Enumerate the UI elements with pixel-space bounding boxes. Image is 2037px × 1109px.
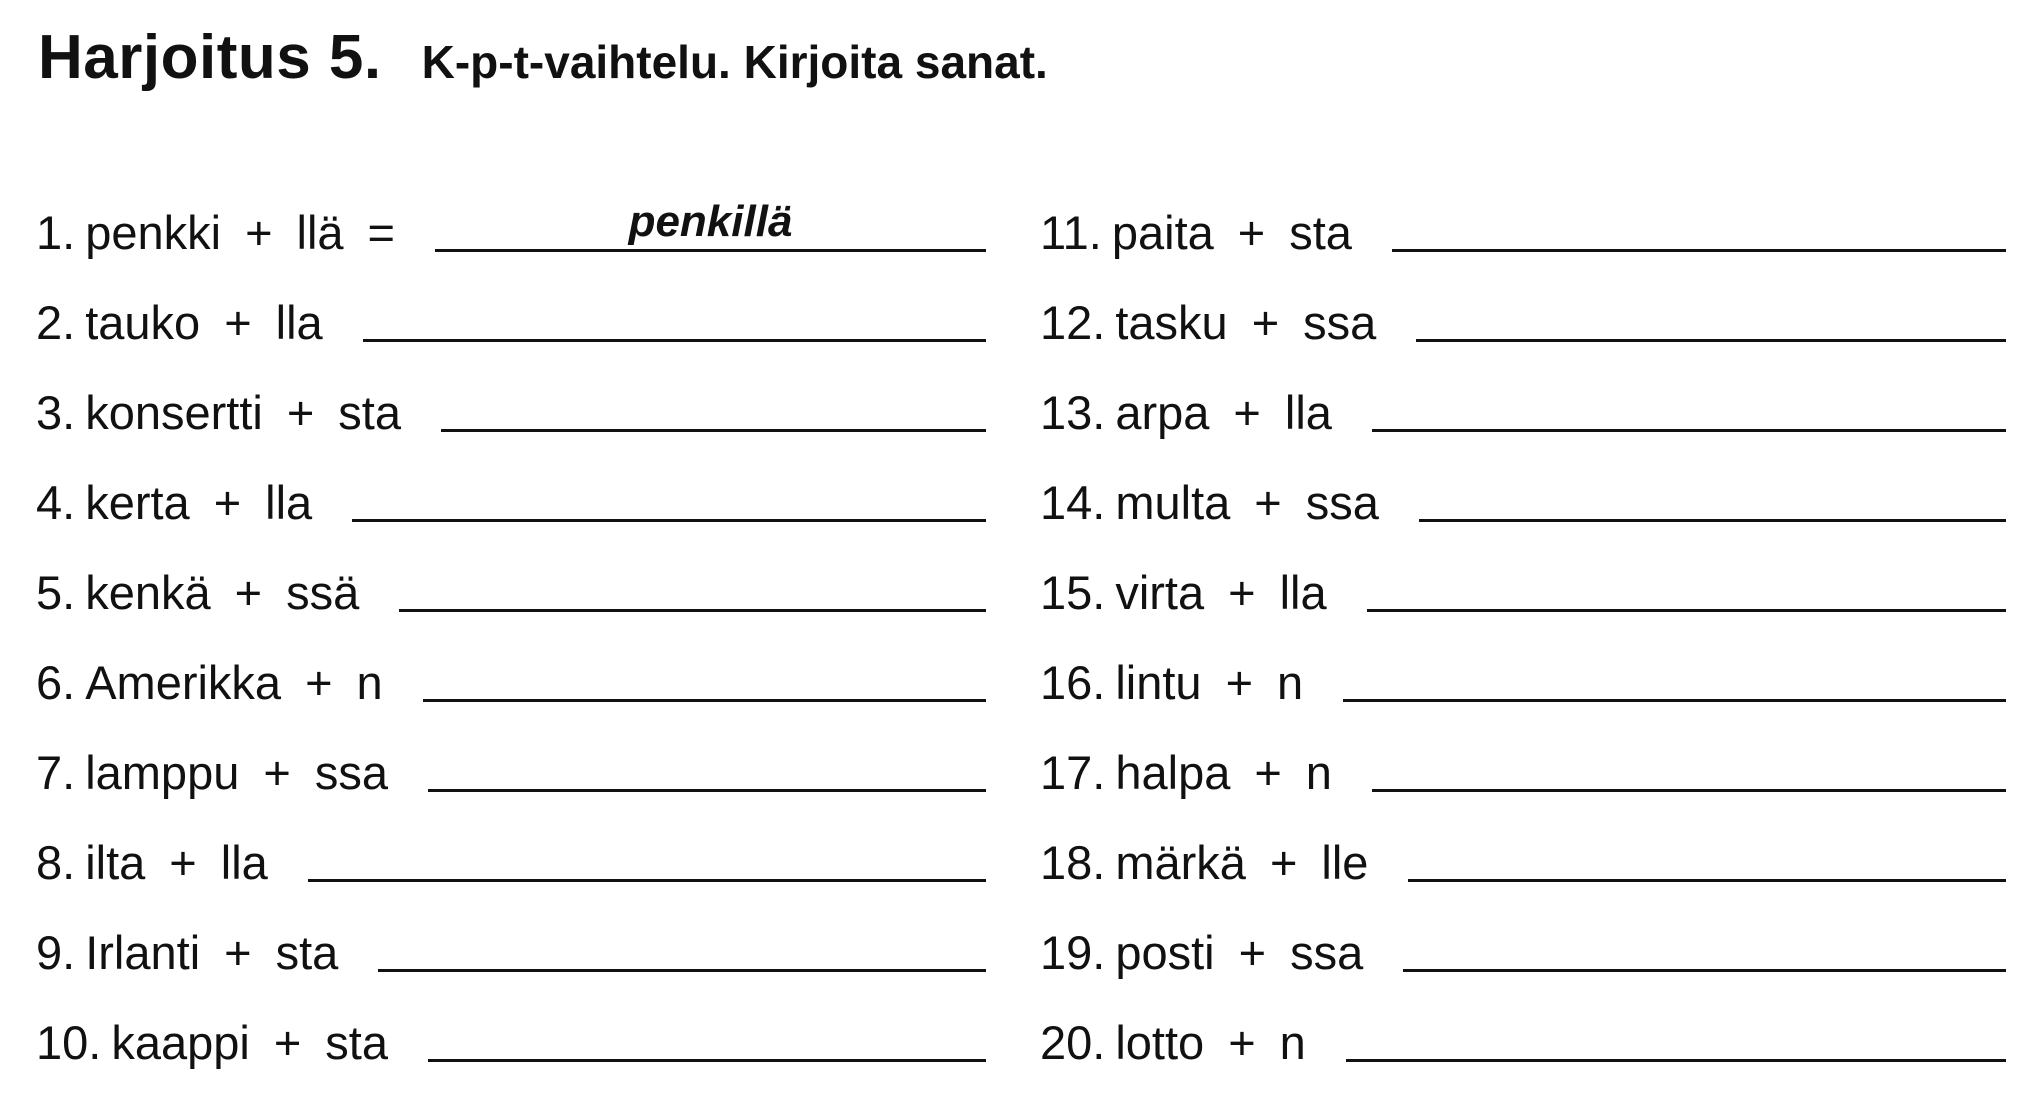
exercise-column-right [1040,170,2006,1070]
plus-sign: + [1237,206,1266,259]
answer-blank[interactable] [1408,821,2006,882]
exercise-number: 14. [1040,476,1106,529]
plus-sign: + [1269,836,1298,889]
exercise-number: 4. [36,476,76,529]
exercise-row [36,530,986,620]
exercise-row [36,170,986,260]
exercise-number: 2. [36,296,76,349]
exercise-row [1040,890,2006,980]
suffix: ssa [1305,476,1379,529]
exercise-row [36,890,986,980]
plus-sign: + [263,746,291,799]
answer-blank[interactable] [308,821,986,882]
suffix: lla [265,476,313,529]
answer-text: penkillä [628,197,793,246]
plus-sign: + [1225,656,1254,709]
suffix: sta [338,386,401,439]
answer-blank[interactable] [423,641,986,702]
answer-blank[interactable] [428,1001,986,1062]
exercise-row [36,260,986,350]
exercise-row [1040,710,2006,800]
base-word: posti [1115,926,1215,979]
answer-blank[interactable] [1343,641,2006,702]
exercise-number: 19. [1040,926,1106,979]
answer-blank[interactable] [1416,281,2006,342]
exercise-row [36,710,986,800]
base-word: halpa [1115,746,1231,799]
answer-blank[interactable] [378,911,986,972]
base-word: arpa [1115,386,1210,439]
exercise-number: 9. [36,926,76,979]
answer-blank[interactable] [428,731,986,792]
base-word: penkki [85,206,222,259]
suffix: n [356,656,383,709]
suffix: n [1305,746,1332,799]
suffix: ssa [314,746,388,799]
base-word: lintu [1115,656,1202,709]
plus-sign: + [1254,476,1282,529]
answer-blank[interactable] [363,281,986,342]
exercise-number: 17. [1040,746,1106,799]
exercise-row [1040,350,2006,440]
answer-blank[interactable] [352,461,986,522]
exercise-number: 15. [1040,566,1106,619]
plus-sign: + [1254,746,1282,799]
exercise-row [1040,800,2006,890]
suffix: ssa [1290,926,1364,979]
base-word: konsertti [85,386,263,439]
base-word: lamppu [85,746,240,799]
exercise-row [1040,980,2006,1070]
exercise-row [36,620,986,710]
exercise-number: 20. [1040,1016,1106,1069]
plus-sign: + [213,476,242,529]
base-word: ilta [85,836,146,889]
exercise-column-left [36,170,986,1070]
base-word: tauko [85,296,201,349]
exercise-row [36,440,986,530]
answer-blank[interactable] [1372,371,2006,432]
exercise-number: 7. [36,746,76,799]
exercise-number: 10. [36,1016,102,1069]
plus-sign: + [1233,386,1261,439]
base-word: kenkä [85,566,211,619]
plus-sign: + [1238,926,1267,979]
exercise-row [36,800,986,890]
exercise-number: 3. [36,386,76,439]
plus-sign: + [305,656,333,709]
exercise-instruction: K-p-t-vaihtelu. Kirjoita sanat. [421,36,1048,88]
answer-blank[interactable] [1372,731,2006,792]
suffix: lla [1284,386,1332,439]
answer-blank[interactable] [1367,551,2006,612]
exercise-row [1040,440,2006,530]
suffix: lle [1321,836,1369,889]
exercise-row [36,980,986,1070]
exercise-number: 12. [1040,296,1106,349]
answer-blank[interactable] [1419,461,2006,522]
answer-blank[interactable] [1403,911,2006,972]
base-word: kaappi [111,1016,250,1069]
answer-blank[interactable] [435,191,986,252]
answer-blank[interactable] [1392,191,2006,252]
plus-sign: + [1228,566,1256,619]
answer-blank[interactable] [399,551,986,612]
base-word: lotto [1115,1016,1205,1069]
suffix: n [1279,1016,1306,1069]
suffix: lla [1279,566,1327,619]
plus-sign: + [1251,296,1280,349]
exercise-row [36,350,986,440]
plus-sign: + [224,926,252,979]
base-word: multa [1115,476,1231,529]
base-word: Irlanti [85,926,201,979]
base-word: Amerikka [85,656,282,709]
exercise-title: Harjoitus 5. [38,23,382,92]
base-word: virta [1115,566,1205,619]
suffix: lla [275,296,323,349]
base-word: kerta [85,476,190,529]
plus-sign: + [286,386,315,439]
exercise-row [1040,530,2006,620]
exercise-number: 6. [36,656,76,709]
answer-blank[interactable] [1346,1001,2006,1062]
exercise-number: 18. [1040,836,1106,889]
suffix: sta [325,1016,388,1069]
exercise-heading [38,22,1048,93]
exercise-row [1040,170,2006,260]
exercise-number: 16. [1040,656,1106,709]
exercise-number: 5. [36,566,76,619]
suffix: sta [1289,206,1352,259]
base-word: tasku [1115,296,1228,349]
suffix: lla [220,836,268,889]
suffix: n [1277,656,1304,709]
suffix: ssä [286,566,360,619]
exercise-row [1040,620,2006,710]
exercise-number: 11. [1040,206,1102,259]
exercise-number: 13. [1040,386,1106,439]
plus-sign: + [224,296,252,349]
plus-sign: + [1228,1016,1256,1069]
plus-sign: + [245,206,273,259]
exercise-row [1040,260,2006,350]
answer-blank[interactable] [441,371,986,432]
plus-sign: + [273,1016,302,1069]
equals-sign: = [367,206,395,259]
plus-sign: + [234,566,263,619]
suffix: llä [296,206,344,259]
suffix: sta [275,926,339,979]
suffix: ssa [1303,296,1377,349]
base-word: paita [1111,206,1214,259]
exercise-number: 1. [36,206,76,259]
plus-sign: + [169,836,197,889]
base-word: märkä [1115,836,1246,889]
exercise-number: 8. [36,836,76,889]
